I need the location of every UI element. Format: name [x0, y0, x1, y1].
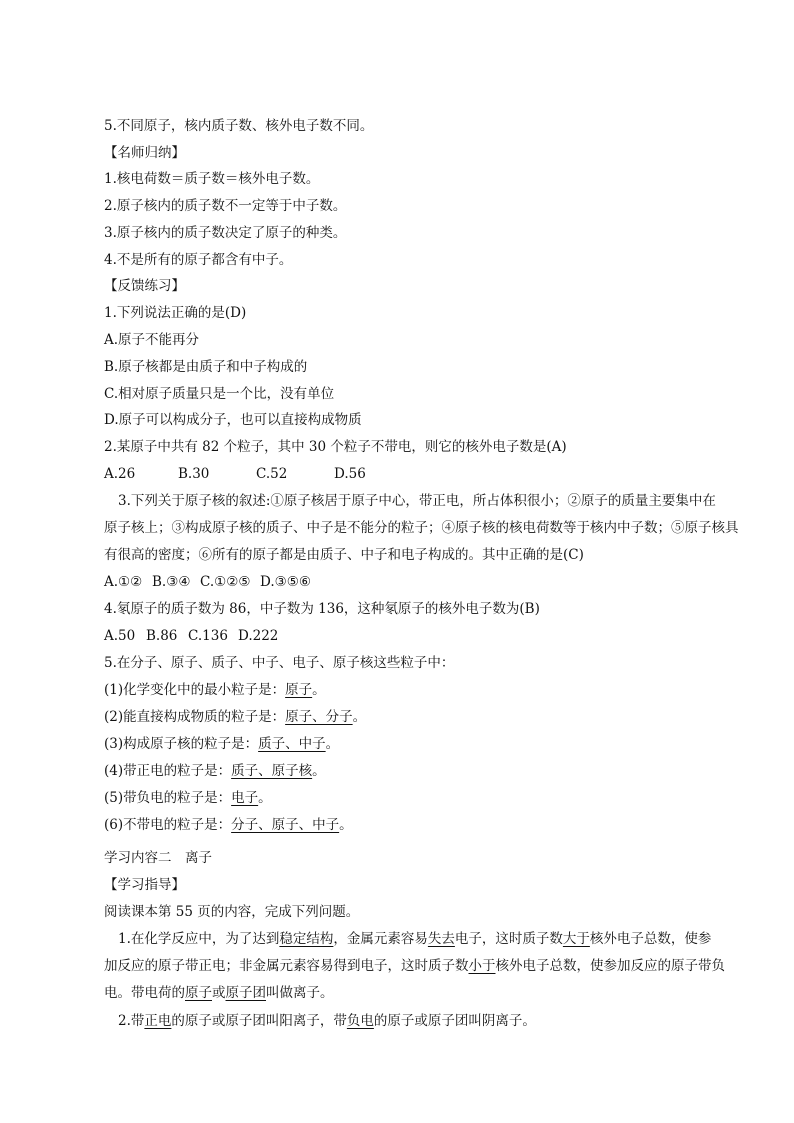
text: 。 [325, 736, 340, 752]
text-line: 3.原子核内的质子数决定了原子的种类。 [104, 225, 347, 241]
option: D.③⑤⑥ [260, 574, 311, 590]
question-4: 4.氡原子的质子数为 86，中子数为 136，这种氡原子的核外电子数为(B) [104, 601, 540, 617]
section-heading: 【反馈练习】 [104, 278, 185, 294]
answer-fill: 电子 [231, 790, 259, 806]
answer-line [104, 735, 339, 753]
option: B.30 [178, 466, 210, 482]
text: 。 [312, 682, 326, 698]
text: (1)化学变化中的最小粒子是： [104, 682, 286, 698]
text-line: 1.核电荷数＝质子数＝核外电子数。 [104, 171, 320, 187]
text: (5)带负电的粒子是： [104, 790, 232, 806]
text: 叫做离子。 [266, 985, 334, 1001]
answer-fill: 原子、分子 [285, 709, 353, 725]
text: 。 [258, 790, 272, 806]
options-row [104, 573, 311, 591]
question-5: 5.在分子、原子、质子、中子、电子、原子核这些粒子中： [104, 655, 455, 671]
option: D.222 [238, 628, 279, 644]
text: 2.带 [118, 1013, 145, 1029]
text-line: 2.原子核内的质子数不一定等于中子数。 [104, 198, 347, 214]
question-2: 2.某原子中共有 82 个粒子，其中 30 个粒子不带电，则它的核外电子数是(A) [104, 439, 567, 455]
answer-fill: 小于 [468, 958, 496, 974]
text: 或 [212, 985, 226, 1001]
text-line: 5.不同原子，核内质子数、核外电子数不同。 [104, 118, 374, 134]
text-line: 阅读课本第 55 页的内容，完成下列问题。 [104, 904, 360, 920]
options-row [104, 465, 366, 483]
text: (3)构成原子核的粒子是： [104, 736, 259, 752]
text: (6)不带电的粒子是： [104, 817, 232, 833]
answer-fill: 原子 [285, 682, 313, 698]
answer-fill: 原子 [185, 985, 212, 1001]
option: C.①②⑤ [200, 574, 251, 590]
option: D.56 [334, 466, 366, 482]
text: (4)带正电的粒子是： [104, 763, 232, 779]
answer-fill: 原子团 [225, 985, 266, 1001]
answer-fill: 负电 [346, 1013, 374, 1029]
text: ，金属元素容易 [333, 931, 428, 947]
section-heading: 【学习指导】 [104, 877, 185, 893]
text: 加反应的原子带正电；非金属元素容易得到电子，这时质子数 [104, 958, 469, 974]
text-line [104, 984, 334, 1002]
question-1: 1.下列说法正确的是(D) [104, 305, 247, 321]
option: C.相对原子质量只是一个比，没有单位 [104, 386, 335, 402]
answer-line [104, 681, 326, 699]
answer-fill: 分子、原子、中子 [231, 817, 340, 833]
answer-line [104, 789, 272, 807]
option: A.50 [104, 628, 136, 644]
section-title: 学习内容二 离子 [104, 850, 212, 866]
text: 。 [339, 817, 353, 833]
text: 的原子或原子团叫阴离子。 [373, 1013, 536, 1029]
text: 核外电子总数，使参加反应的原子带负 [495, 958, 725, 974]
text: 。 [312, 763, 326, 779]
answer-fill: 质子、中子 [258, 736, 326, 752]
answer-fill: 失去 [427, 931, 455, 947]
answer-fill: 稳定结构 [279, 931, 334, 947]
answer-fill: 大于 [562, 931, 590, 947]
answer-line [104, 816, 353, 834]
option: A.①② [104, 574, 143, 590]
section-heading: 【名师归纳】 [104, 145, 185, 161]
option: C.136 [188, 628, 228, 644]
option: B.原子核都是由质子和中子构成的 [104, 359, 308, 375]
option: C.52 [256, 466, 288, 482]
answer-fill: 正电 [144, 1013, 172, 1029]
text: 1.在化学反应中，为了达到 [118, 931, 280, 947]
question-3: 3.下列关于原子核的叙述:①原子核居于原子中心，带正电，所占体积很小；②原子的质量主要集中在 [118, 493, 716, 509]
guide-item-1 [118, 930, 711, 948]
text: 电子，这时质子数 [454, 931, 563, 947]
text: 电。带电荷的 [104, 985, 185, 1001]
text-line: 4.不是所有的原子都含有中子。 [104, 252, 293, 268]
option: A.原子不能再分 [104, 332, 200, 348]
text: 的原子或原子团叫阳离子，带 [171, 1013, 347, 1029]
text: 。 [352, 709, 367, 725]
answer-line [104, 708, 366, 726]
text-line: 有很高的密度；⑥所有的原子都是由质子、中子和电子构成的。其中正确的是(C) [104, 547, 584, 563]
option: D.原子可以构成分子，也可以直接构成物质 [104, 412, 362, 428]
guide-item-2 [118, 1012, 536, 1030]
text-line: 原子核上；③构成原子核的质子、中子是不能分的粒子；④原子核的核电荷数等于核内中子数；⑤原子核具 [104, 520, 739, 536]
text: 核外电子总数，使参 [589, 931, 712, 947]
text-line [104, 957, 725, 975]
option: A.26 [104, 466, 136, 482]
answer-line [104, 762, 326, 780]
option: B.86 [146, 628, 178, 644]
text: (2)能直接构成物质的粒子是： [104, 709, 286, 725]
option: B.③④ [152, 574, 191, 590]
options-row [104, 627, 278, 645]
answer-fill: 质子、原子核 [231, 763, 313, 779]
